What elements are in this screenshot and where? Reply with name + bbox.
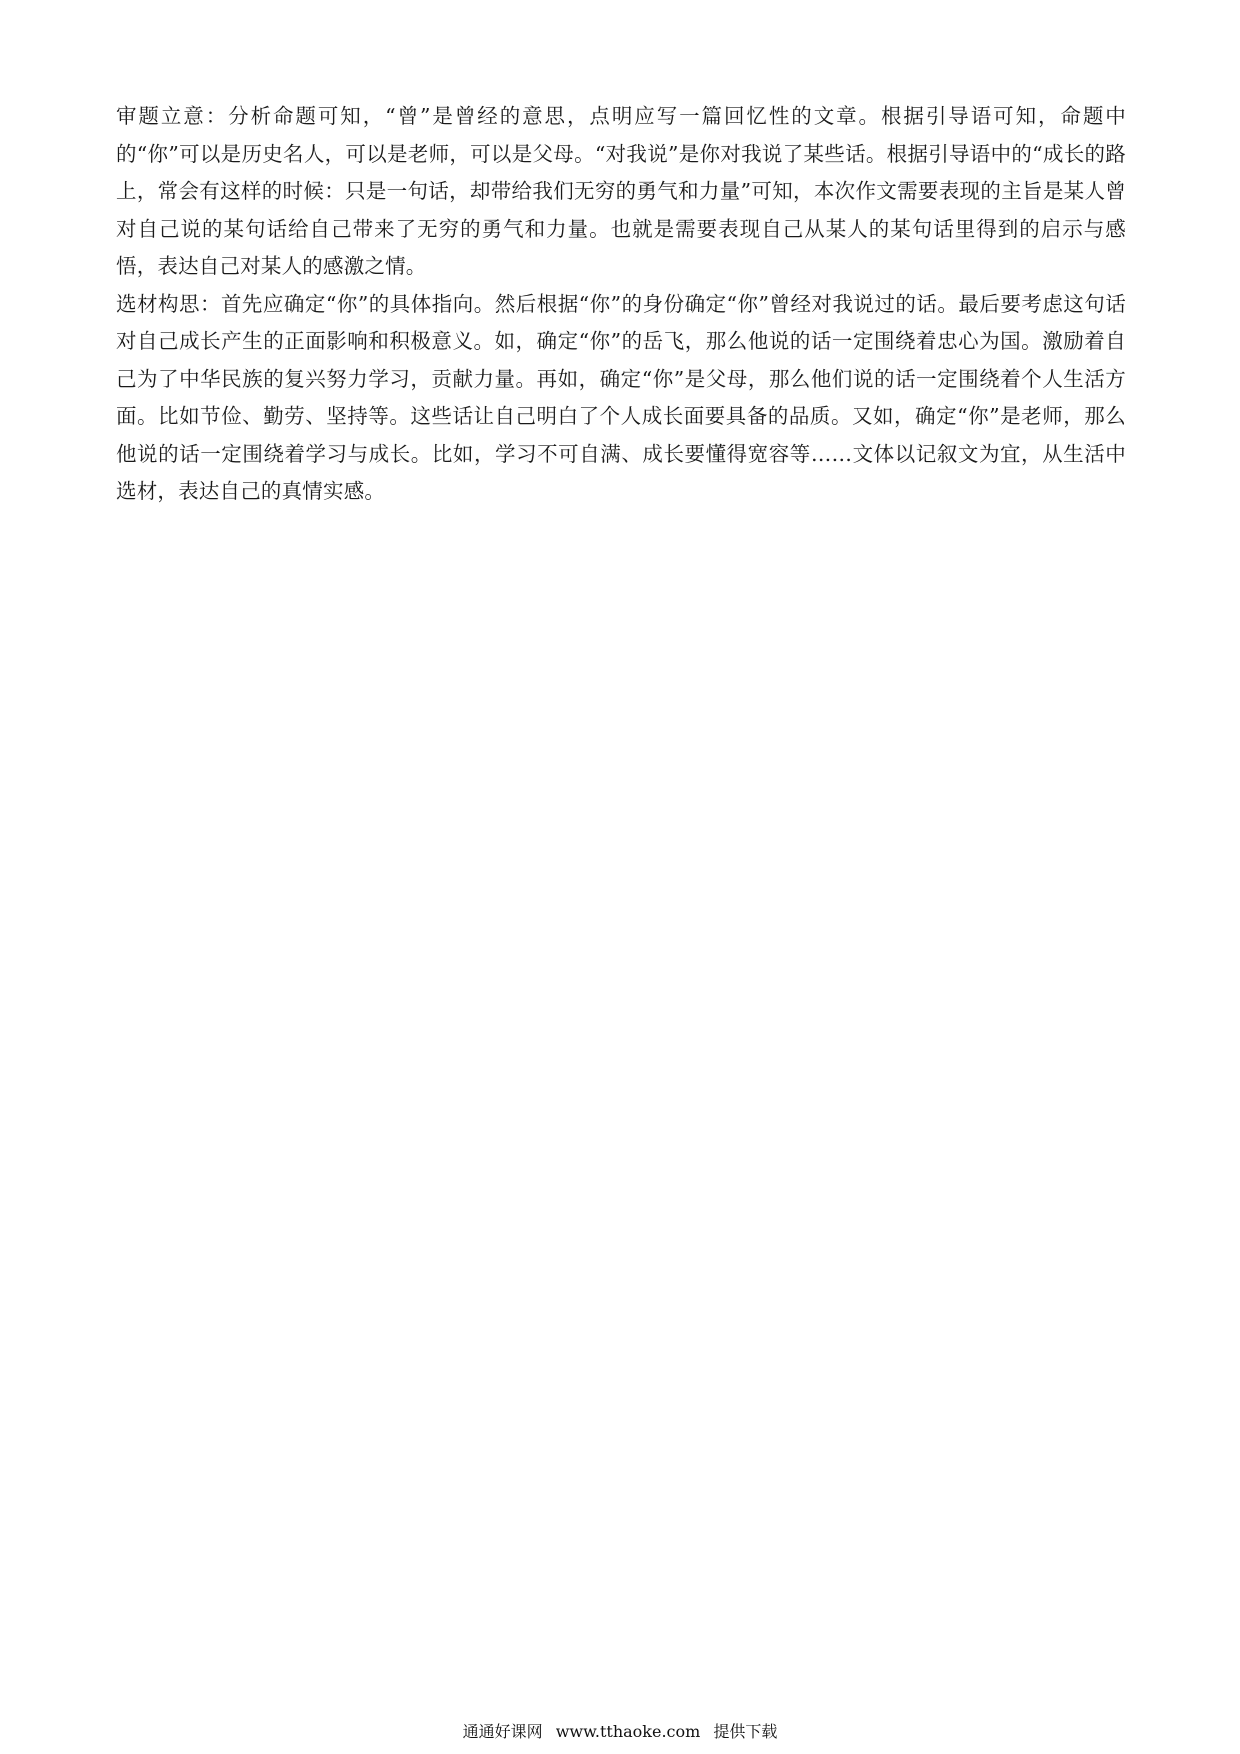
footer-url: www.tthaoke.com (555, 1722, 701, 1741)
paragraph-topic-analysis: 审题立意：分析命题可知，“曾”是曾经的意思，点明应写一篇回忆性的文章。根据引导语可知，命题中的“你”可以是历史名人，可以是老师，可以是父母。“对我说”是你对我说了某些话。根据引导语中的“成长的路上，常会有这样的时候：只是一句话，却带给我们无穷的勇气和力量”可知，本次作文需要表现的主旨是某人曾对自己说的某句话给自己带来了无穷的勇气和力量。也就是需要表现自己从某人的某句话里得到的启示与感悟，表达自己对某人的感激之情。 (116, 104, 1126, 278)
page-footer (0, 1722, 1240, 1742)
document-body (116, 98, 1126, 511)
footer-suffix: 提供下载 (713, 1722, 778, 1741)
paragraph-material-selection: 选材构思：首先应确定“你”的具体指向。然后根据“你”的身份确定“你”曾经对我说过的话。最后要考虑这句话对自己成长产生的正面影响和积极意义。如，确定“你”的岳飞，那么他说的话一定围绕着忠心为国。激励着自己为了中华民族的复兴努力学习，贡献力量。再如，确定“你”是父母，那么他们说的话一定围绕着个人生活方面。比如节俭、勤劳、坚持等。这些话让自己明白了个人成长面要具备的品质。又如，确定“你”是老师，那么他说的话一定围绕着学习与成长。比如，学习不可自满、成长要懂得宽容等……文体以记叙文为宜，从生活中选材，表达自己的真情实感。 (116, 291, 1126, 503)
footer-site-name: 通通好课网 (462, 1722, 543, 1741)
